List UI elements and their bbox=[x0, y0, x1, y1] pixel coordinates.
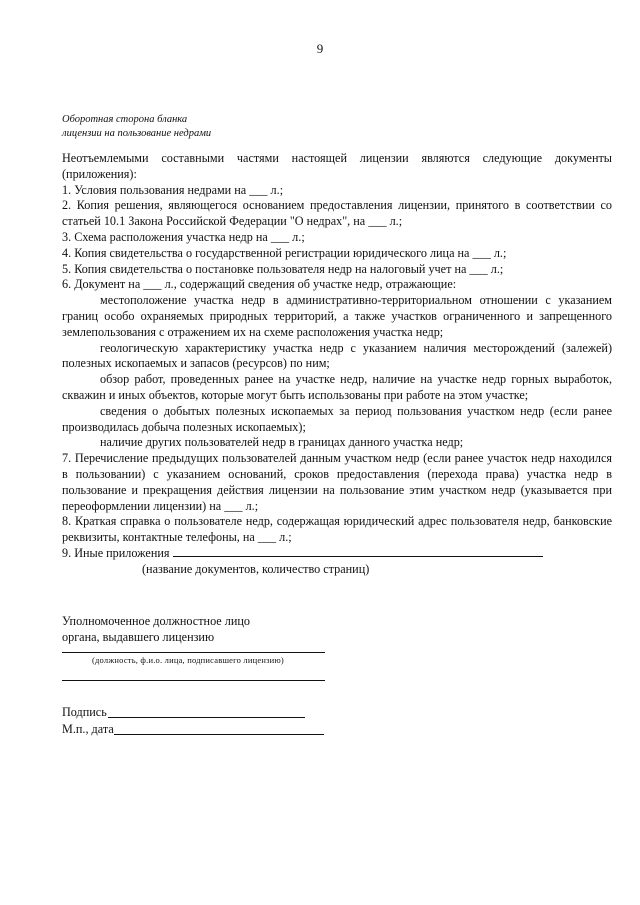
page-number: 9 bbox=[316, 41, 324, 56]
list-item-3: 3. Схема расположения участка недр на ___ л.; bbox=[62, 229, 305, 244]
name-fill-line bbox=[62, 680, 325, 681]
list-item-6-location: местоположение участка недр в административно-территориальном отношении с указанием границ особо охраняемых природных территорий, а также участков ограниченного и запрещенного землепользования с отражением их на схеме расположения участка недр; bbox=[62, 293, 612, 339]
list-item-6-works: обзор работ, проведенных ранее на участке недр, наличие на участке недр горных выработок, скважин и иных объектов, которые могут быть использованы при работе на этом участке; bbox=[62, 372, 612, 402]
list-item-4: 4. Копия свидетельства о государственной регистрации юридического лица на ___ л.; bbox=[62, 245, 507, 260]
list-item-9-label: 9. Иные приложения bbox=[62, 545, 170, 560]
signature-fill-line bbox=[108, 717, 305, 718]
list-item-9-fill-line bbox=[173, 546, 543, 557]
list-item-9-caption: (название документов, количество страниц) bbox=[142, 561, 370, 576]
position-fill-line bbox=[62, 652, 325, 653]
list-item-8: 8. Краткая справка о пользователе недр, содержащая юридический адрес пользователя недр, банковские реквизиты, контактные телефоны, на ___ л.; bbox=[62, 514, 612, 545]
form-header-note bbox=[62, 113, 211, 141]
list-item-1: 1. Условия пользования недрами на ___ л.; bbox=[62, 182, 284, 197]
official-line-2: органа, выдавшего лицензию bbox=[62, 630, 215, 644]
stamp-date-label: М.п., дата bbox=[62, 722, 114, 736]
list-item-5: 5. Копия свидетельства о постановке пользователя недр на налоговый учет на ___ л.; bbox=[62, 261, 504, 276]
appendix-list bbox=[62, 151, 612, 578]
list-item-6-geology: геологическую характеристику участка недр с указанием наличия месторождений (залежей) полезных ископаемых и запасов (ресурсов) по ним; bbox=[62, 340, 612, 371]
list-item-9 bbox=[62, 546, 612, 562]
list-item-6-other-users: наличие других пользователей недр в границах данного участка недр; bbox=[100, 435, 464, 450]
signature-label: Подпись bbox=[62, 705, 107, 719]
position-caption: (должность, ф.и.о. лица, подписавшего лицензию) bbox=[92, 655, 284, 665]
list-item-7: 7. Перечисление предыдущих пользователей данным участком недр (если ранее участок недр находился в пользовании) с указанием оснований, сроков предоставления (перехода права) участка недр в пользование и прекращения действия лицензии на пользование этим участком недр (указывается при переоформлении лицензии) на ___ л.; bbox=[62, 451, 612, 513]
list-item-6-extraction: сведения о добытых полезных ископаемых за период пользования участком недр (если ранее производилась добыча полезных ископаемых); bbox=[62, 403, 612, 434]
authorized-official-label bbox=[62, 613, 250, 645]
intro-paragraph: Неотъемлемыми составными частями настоящей лицензии являются следующие документы (приложения): bbox=[62, 151, 612, 181]
header-note-line-1: Оборотная сторона бланка bbox=[62, 114, 188, 125]
header-note-line-2: лицензии на пользование недрами bbox=[62, 128, 212, 139]
list-item-2: 2. Копия решения, являющегося основанием предоставления лицензии, принятого в соответствии со статьей 10.1 Закона Российской Федерации "О недрах", на ___ л.; bbox=[62, 198, 612, 229]
official-line-1: Уполномоченное должностное лицо bbox=[62, 614, 250, 628]
list-item-6: 6. Документ на ___ л., содержащий сведения об участке недр, отражающие: bbox=[62, 277, 457, 292]
date-fill-line bbox=[114, 734, 324, 735]
